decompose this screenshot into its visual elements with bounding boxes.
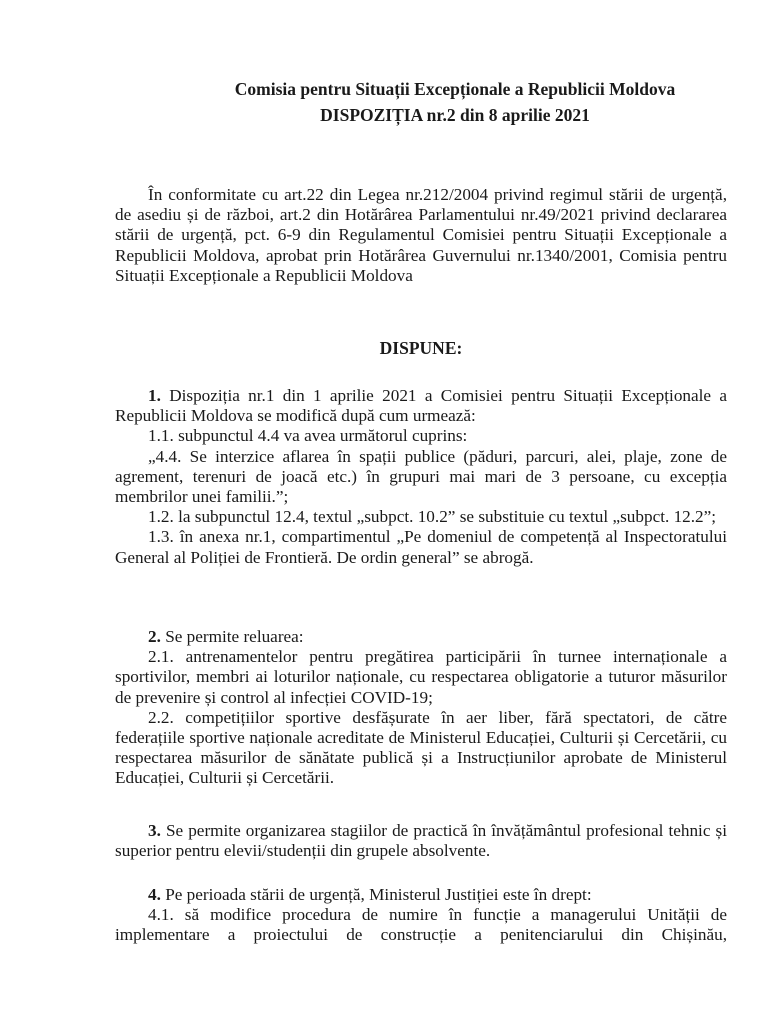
section-1-item: 1.2. la subpunctul 12.4, textul „subpct. 10.2” se substituie cu textul „subpct. 12.2”; <box>148 507 717 527</box>
section-3 <box>115 821 727 861</box>
section-number: 2. <box>148 627 161 646</box>
dispune-heading: DISPUNE: <box>379 338 463 358</box>
preamble-text: În conformitate cu art.22 din Legea nr.212/2004 privind regimul stării de urgență, de asediu și de război, art.2 din Hotărârea Parlamentului nr.49/2021 privind declararea stării de urgență, pct. 6-9 din Regulamentul Comisiei pentru Situații Excepționale a Republicii Moldova, aprobat prin Hotărârea Guvernului nr.1340/2001, Comisia pentru Situații Excepționale a Republicii Moldova <box>115 185 727 285</box>
issuer-title: Comisia pentru Situații Excepționale a Republicii Moldova <box>234 79 676 99</box>
section-4 <box>115 885 727 946</box>
section-2-item: 2.1. antrenamentelor pentru pregătirea participării în turnee internaționale a sportivilor, membri ai loturilor naționale, cu respectarea obligatorie a tuturor măsurilor de prevenire și control al infecției COVID-19; <box>115 647 727 707</box>
section-number: 1. <box>148 386 161 405</box>
section-2-item: 2.2. competițiilor sportive desfășurate în aer liber, fără spectatori, de către federațiile sportive naționale acreditate de Ministerul Educației, Culturii și Cercetării, cu respectarea măsurilor de sănătate publică și a Instrucțiunilor aprobate de Ministerul Educației, Culturii și Cercetării. <box>115 707 727 788</box>
section-2-intro: 2. Se permite reluarea: <box>148 627 304 646</box>
section-2 <box>115 627 727 789</box>
section-4-intro: 4. Pe perioada stării de urgență, Ministerul Justiției este în drept: <box>148 885 592 904</box>
section-1-item: 1.1. subpunctul 4.4 va avea următorul cuprins: <box>148 426 468 446</box>
preamble <box>115 185 727 286</box>
document-header <box>105 76 782 128</box>
section-4-item: 4.1. să modifice procedura de numire în funcție a managerului Unității de implementare a proiectului de construcție a penitenciarului din Chișinău, <box>115 905 727 945</box>
section-number: 3. <box>148 821 161 840</box>
document-title: DISPOZIȚIA nr.2 din 8 aprilie 2021 <box>320 105 590 125</box>
section-1-item: „4.4. Se interzice aflarea în spații publice (păduri, parcuri, alei, plaje, zone de agrement, terenuri de joacă etc.) în grupuri mai mari de 3 persoane, cu excepția membrilor unei familii.”; <box>115 446 727 507</box>
section-1 <box>115 386 727 568</box>
section-1-intro: 1. Dispoziția nr.1 din 1 aprilie 2021 a Comisiei pentru Situații Excepționale a Republicii Moldova se modifică după cum urmează: <box>115 386 727 426</box>
section-1-item: 1.3. în anexa nr.1, compartimentul „Pe domeniul de competență al Inspectoratului General al Poliției de Frontieră. De ordin general” se abrogă. <box>115 527 727 567</box>
section-3-text: 3. Se permite organizarea stagiilor de practică în învățământul profesional tehnic și superior pentru elevii/studenții din grupele absolvente. <box>115 821 727 861</box>
section-number: 4. <box>148 885 161 904</box>
